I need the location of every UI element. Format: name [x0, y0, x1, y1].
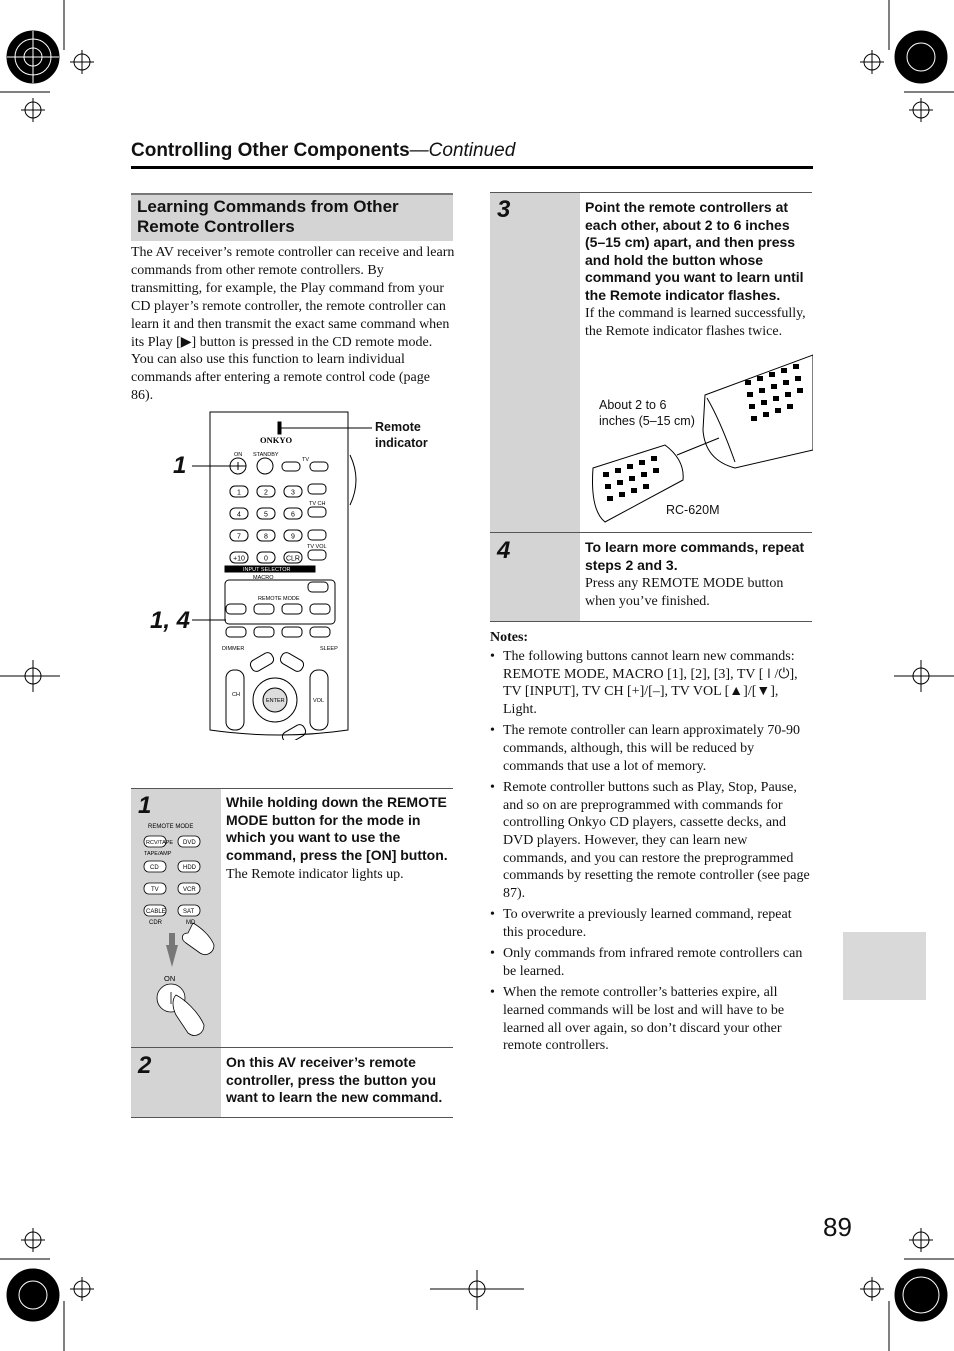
note-item: • When the remote controller’s batteries expire, all learned commands will be lost and will have to be learned all over again, so don’t discard your other remote controllers.	[490, 984, 812, 1055]
note-item: • To overwrite a previously learned command, repeat this procedure.	[490, 906, 812, 941]
remote-label-ch: CH	[232, 692, 240, 698]
step1-fig-btn-cable: CABLE	[146, 909, 166, 915]
remote-callout-1: 1	[173, 452, 187, 479]
step1-heading: While holding down the REMOTE MODE button for the mode in which you want to use the command, press the [ON] button.	[226, 794, 448, 863]
step1-number: 1	[138, 792, 152, 819]
remote-label-tvvol: TV VOL	[307, 544, 327, 550]
note-item: • The following buttons cannot learn new commands: REMOTE MODE, MACRO [1], [2], [3], TV [⏽/⏻], TV [INPUT], TV CH [+]/[–], TV VOL [▲]/[▼], Light.	[490, 648, 812, 719]
remote-number-key-label: 6	[291, 511, 295, 519]
remote-number-key-label: 8	[264, 533, 268, 541]
step1-fig-cdr: CDR	[149, 920, 162, 926]
arrow-down-icon	[166, 945, 178, 967]
section-heading-box	[131, 193, 453, 241]
step1-fig-tapeamp: TAPE/AMP	[144, 851, 172, 857]
header-rule	[131, 166, 813, 169]
remote-label-dimmer: DIMMER	[222, 646, 245, 652]
note-item: • Remote controller buttons such as Play, Stop, Pause, and so on are preprogrammed with commands for controlling Onkyo CD players, cassette decks, and DVD players. However, they can learn new commands, and you can restore the preprogrammed commands by resetting the remote controller (see page 87).	[490, 779, 812, 903]
remote-number-key-label: 2	[264, 489, 268, 497]
step1-fig-btn-dvd: DVD	[183, 840, 196, 846]
remote-label-macro: MACRO	[253, 575, 274, 581]
step1-fig-remote-mode: REMOTE MODE	[148, 824, 194, 830]
step3-body: If the command is learned successfully, the Remote indicator flashes twice.	[585, 306, 806, 339]
step3-panel	[490, 193, 580, 532]
remote-figure	[150, 410, 460, 740]
step1-body: The Remote indicator lights up.	[226, 867, 404, 882]
remote-number-key-label: 1	[237, 489, 241, 497]
remote-number-key-label: CLR	[285, 555, 301, 563]
step1-fig-btn-rcv: RCV/TAPE	[146, 840, 174, 846]
remote-label-sleep: SLEEP	[320, 646, 338, 652]
remote-callout-1-4: 1, 4	[150, 607, 191, 634]
step3-distance-label: About 2 to 6 inches (5–15 cm)	[599, 398, 695, 428]
step4-bottom-rule	[490, 621, 812, 622]
remote-label-tvch: TV CH	[309, 501, 326, 507]
notes-list	[490, 648, 812, 1058]
remote-number-key-label: 0	[264, 555, 268, 563]
note-item: • The remote controller can learn approximately 70-90 commands, although, this will be reduced by commands that use a lot of memory.	[490, 722, 812, 775]
step3-number: 3	[497, 196, 511, 223]
step4-number: 4	[497, 537, 511, 564]
remote-number-key-label: 9	[291, 533, 295, 541]
step4-heading: To learn more commands, repeat steps 2 and 3.	[585, 539, 805, 573]
step1-fig-md: MD	[186, 920, 196, 926]
step1-fig-btn-hdd: HDD	[183, 865, 196, 871]
step3-heading: Point the remote controllers at each other, about 2 to 6 inches (5–15 cm) apart, and then press and hold the button whose command you want to learn until the Remote indicator flashes.	[585, 199, 804, 303]
step1-fig-btn-sat: SAT	[183, 909, 195, 915]
intro-paragraph: The AV receiver’s remote controller can receive and learn commands from other remote controllers. By transmitting, for example, the Play command from your CD player’s remote controller, the remote controller can learn it and then transmit the exact same command when its Play [▶] button is pressed in the CD remote mode. You can also use this function to learn individual commands after entering a remote control code (page 86).	[131, 245, 455, 404]
step1-fig-on: ON	[164, 974, 176, 983]
remote-label-on: ON	[234, 452, 243, 458]
step3-model-label: RC-620M	[666, 503, 720, 517]
remote-label-enter: ENTER	[266, 698, 285, 704]
step1-fig-btn-vcr: VCR	[183, 887, 196, 893]
header-continued: —Continued	[409, 140, 516, 161]
remote-label-vol: VOL	[313, 698, 325, 704]
step4-body: Press any REMOTE MODE button when you’ve finished.	[585, 576, 784, 609]
remote-label-remote-mode: REMOTE MODE	[258, 596, 300, 602]
step1-fig-btn-tv: TV	[151, 887, 159, 893]
step2-number: 2	[138, 1052, 152, 1079]
step1-fig-btn-cd: CD	[150, 865, 159, 871]
remote-label-input-selector: INPUT SELECTOR	[243, 567, 291, 573]
step2-heading: On this AV receiver’s remote controller, press the button you want to learn the new command.	[226, 1054, 443, 1105]
step2-bottom-rule	[131, 1117, 453, 1118]
page-number: 89	[823, 1212, 852, 1242]
side-thumb-tab	[843, 932, 926, 1000]
step1-figure	[138, 815, 218, 1045]
remote-label-standby: STANDBY	[253, 452, 279, 458]
remote-indicator-label: Remote indicator	[375, 420, 428, 450]
remote-illustration	[150, 410, 460, 740]
remote-label-tv: TV	[302, 457, 310, 463]
remote-brand: ONKYO	[260, 435, 293, 445]
remote-number-key-label: 5	[264, 511, 268, 519]
notes-title: Notes:	[490, 630, 529, 645]
section-title: Learning Commands from Other Remote Controllers	[137, 197, 399, 236]
remote-number-key-label: 3	[291, 489, 295, 497]
remote-number-key-label: 4	[237, 511, 241, 519]
page-header-title	[131, 140, 515, 162]
note-item: • Only commands from infrared remote controllers can be learned.	[490, 945, 812, 980]
remote-number-key-label: +10	[233, 555, 245, 563]
remote-number-key-label: 7	[237, 533, 241, 541]
header-title-text: Controlling Other Components	[131, 140, 410, 161]
